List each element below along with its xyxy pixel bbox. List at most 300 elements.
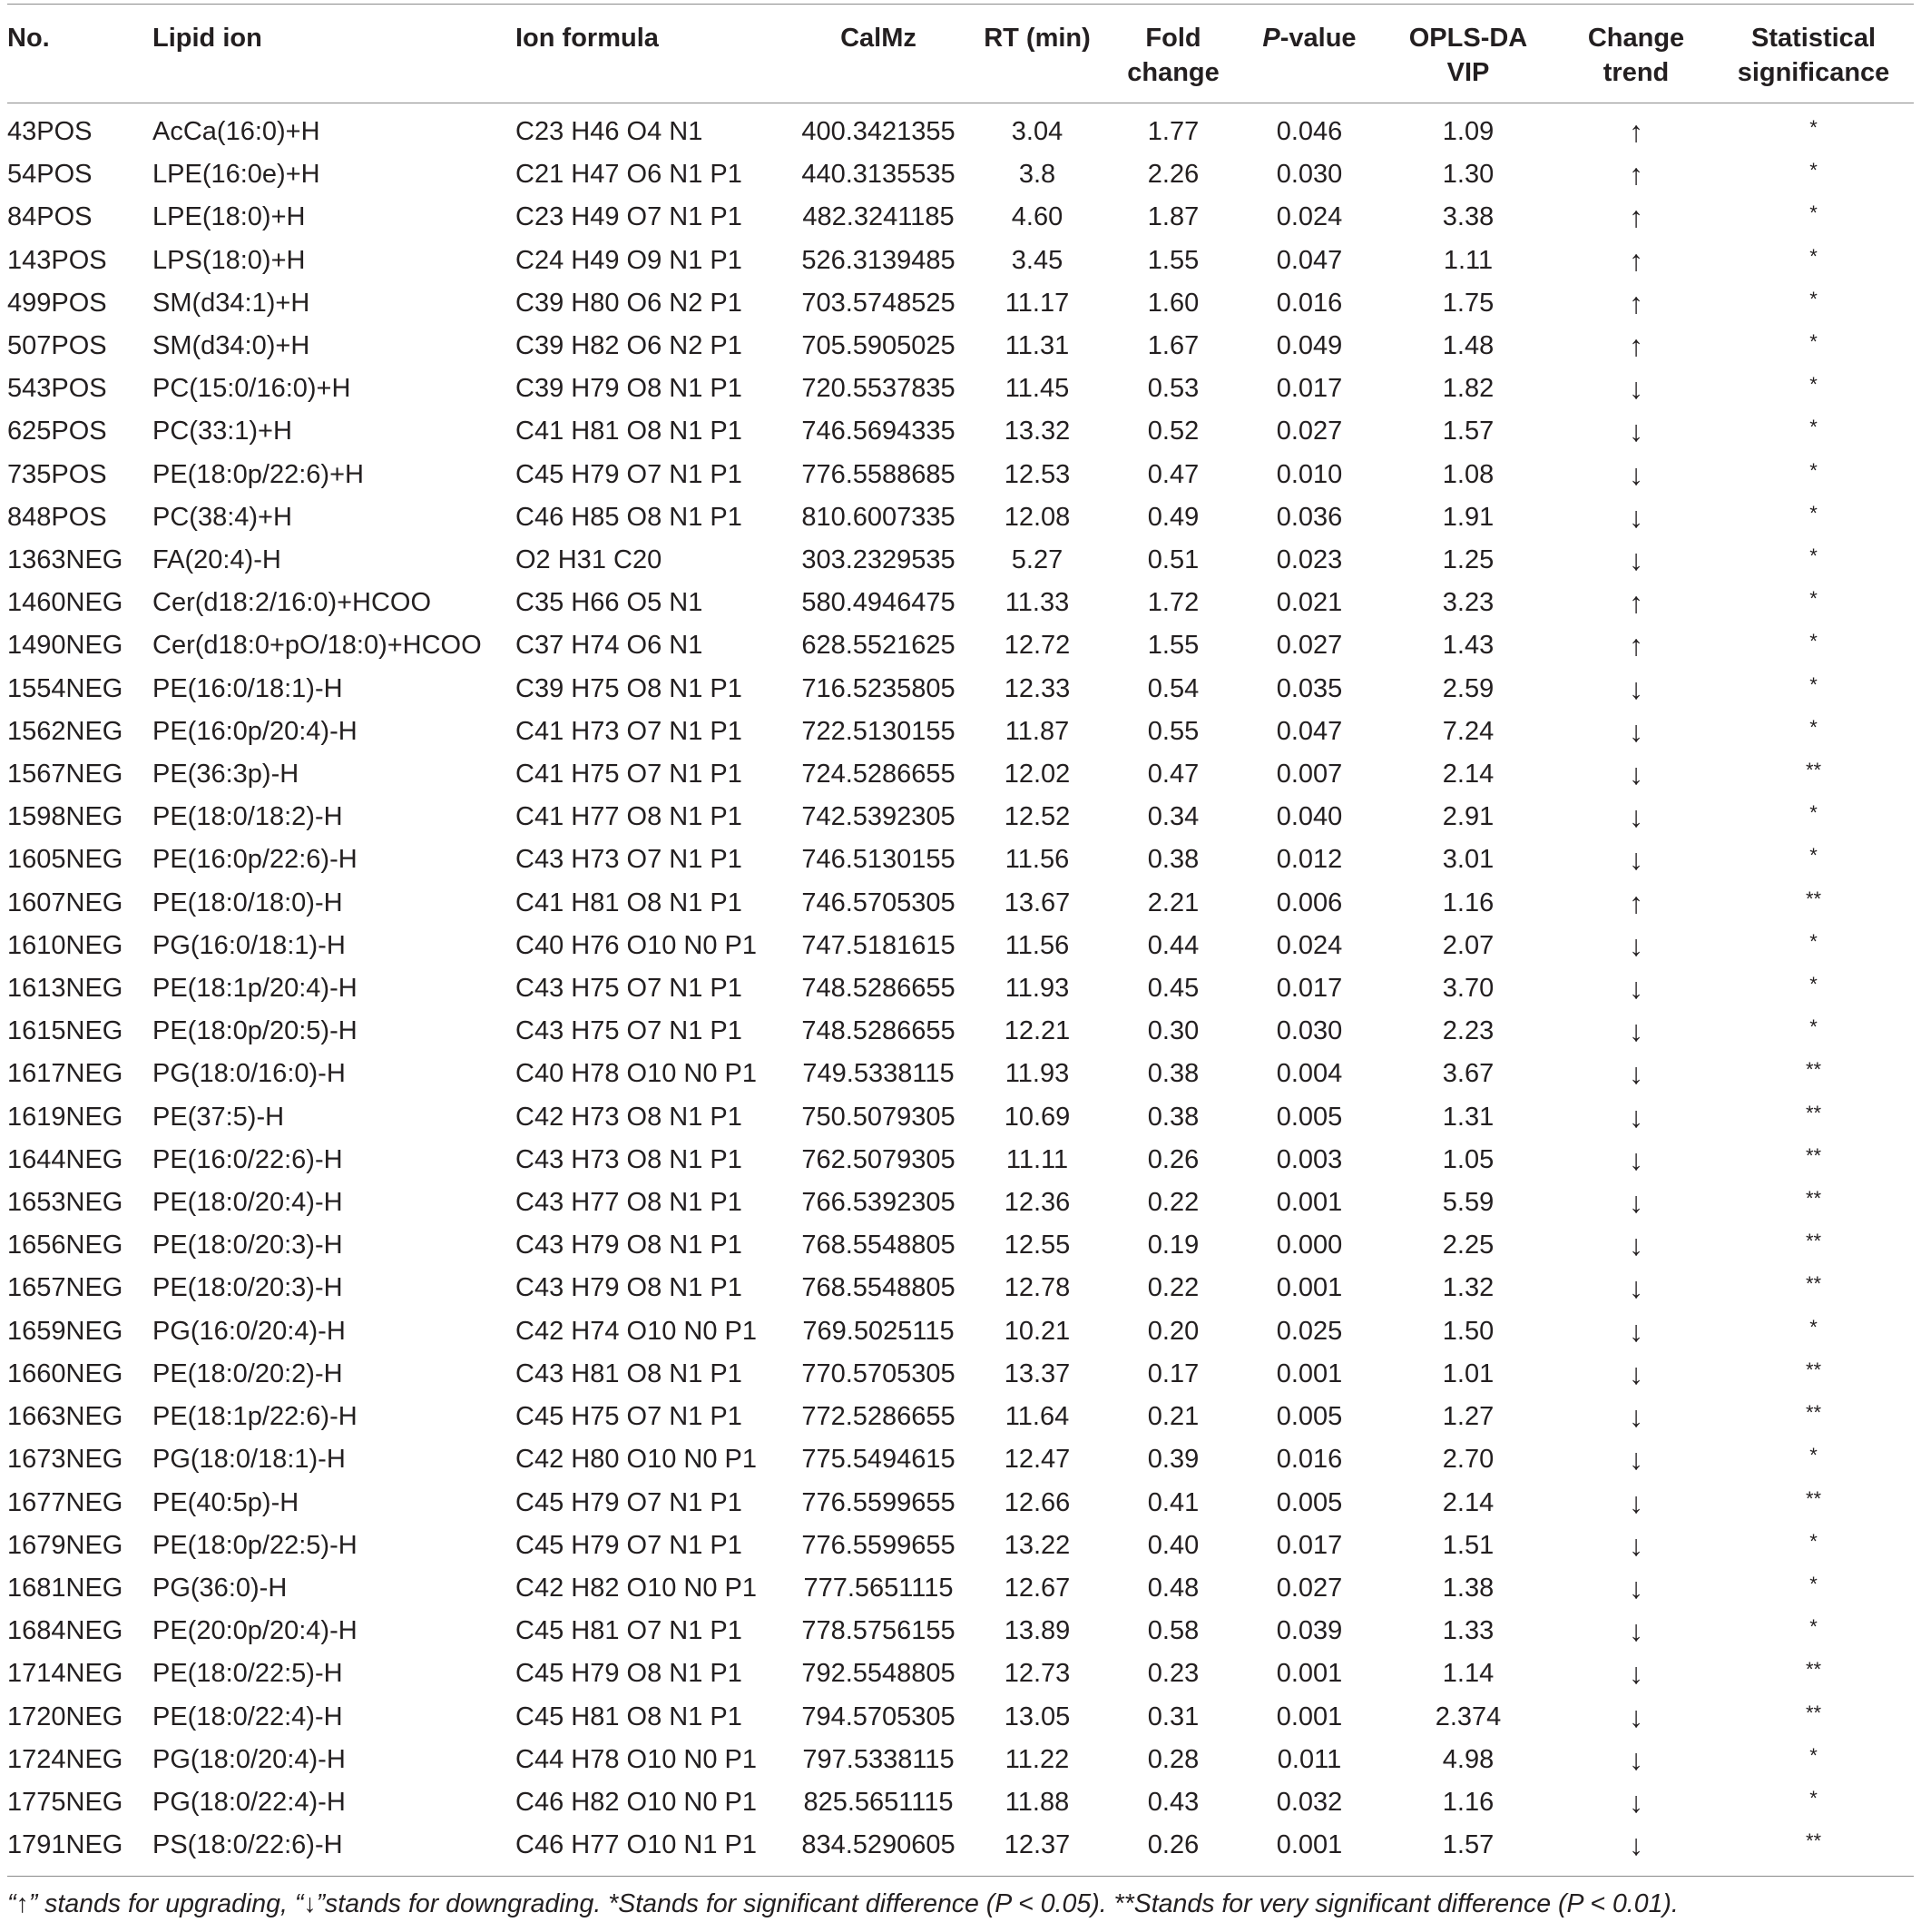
cell-p-value: 0.001: [1276, 1358, 1343, 1388]
cell-lipid-ion: PE(18:0/18:0)-H: [152, 888, 343, 917]
header-sig-line2: significance: [1737, 58, 1890, 87]
cell-p-value: 0.003: [1276, 1144, 1343, 1174]
significance-stars: *: [1809, 672, 1818, 696]
cell-calmz: 628.5521625: [801, 631, 956, 661]
cell-ion-formula: C39 H79 O8 N1 P1: [515, 374, 742, 404]
cell-change-trend: ↓: [1629, 1015, 1643, 1048]
cell-significance: [1713, 282, 1914, 325]
cell-no: 1724NEG: [7, 1744, 123, 1774]
cell-change-trend: ↓: [1629, 1614, 1643, 1648]
header-p-value: [1241, 5, 1377, 103]
cell-lipid-ion: PG(18:0/20:4)-H: [152, 1744, 346, 1774]
cell-no: 1656NEG: [7, 1231, 123, 1260]
significance-stars: *: [1809, 801, 1818, 825]
table-row: [7, 839, 1914, 881]
cell-calmz: 772.5286655: [801, 1402, 956, 1432]
cell-fold-change: 1.77: [1147, 117, 1200, 146]
cell-ion-formula: C46 H85 O8 N1 P1: [515, 502, 742, 532]
cell-vip: 3.23: [1442, 588, 1495, 618]
cell-change-trend: ↓: [1629, 758, 1643, 791]
cell-vip: 1.27: [1442, 1402, 1495, 1432]
significance-stars: **: [1805, 1101, 1822, 1124]
cell-rt: 11.22: [1005, 1744, 1070, 1774]
cell-lipid-ion: PE(18:0/20:3)-H: [152, 1231, 343, 1260]
cell-significance: [1713, 668, 1914, 711]
cell-vip: 2.23: [1442, 1016, 1495, 1046]
table-row: [7, 410, 1914, 453]
cell-lipid-ion: PE(18:0p/22:6)+H: [152, 459, 364, 489]
cell-ion-formula: C42 H80 O10 N0 P1: [515, 1445, 757, 1475]
header-trend-line2: trend: [1602, 58, 1670, 87]
cell-fold-change: 1.72: [1147, 588, 1200, 618]
cell-no: 43POS: [7, 117, 93, 146]
cell-ion-formula: C45 H79 O8 N1 P1: [515, 1659, 742, 1689]
table-row: [7, 1267, 1914, 1309]
cell-calmz: 797.5338115: [802, 1744, 955, 1774]
significance-stars: *: [1809, 973, 1818, 996]
significance-stars: **: [1805, 1272, 1822, 1296]
significance-stars: **: [1805, 1358, 1822, 1381]
cell-ion-formula: C45 H81 O7 N1 P1: [515, 1616, 742, 1646]
table-row: [7, 1482, 1914, 1525]
cell-change-trend: ↓: [1629, 672, 1643, 705]
significance-stars: *: [1809, 287, 1818, 310]
cell-vip: 2.59: [1442, 673, 1495, 703]
cell-change-trend: ↑: [1629, 329, 1643, 363]
cell-rt: 10.69: [1004, 1102, 1071, 1132]
cell-ion-formula: C43 H77 O8 N1 P1: [515, 1188, 742, 1218]
table-row: [7, 925, 1914, 967]
cell-p-value: 0.046: [1276, 117, 1343, 146]
significance-stars: *: [1809, 116, 1818, 139]
cell-fold-change: 0.19: [1147, 1231, 1200, 1260]
cell-vip: 1.01: [1442, 1358, 1495, 1388]
cell-no: 1653NEG: [7, 1188, 123, 1218]
cell-significance: [1713, 1482, 1914, 1525]
cell-ion-formula: C41 H75 O7 N1 P1: [515, 760, 742, 789]
cell-lipid-ion: PE(18:0p/22:5)-H: [152, 1530, 358, 1560]
header-vip-line2: VIP: [1446, 58, 1490, 87]
cell-calmz: 526.3139485: [801, 245, 956, 275]
cell-significance: [1713, 1610, 1914, 1652]
significance-stars: *: [1809, 1743, 1818, 1767]
cell-fold-change: 0.40: [1147, 1530, 1200, 1560]
cell-rt: 12.67: [1004, 1573, 1071, 1603]
cell-ion-formula: C45 H79 O7 N1 P1: [515, 459, 742, 489]
cell-significance: [1713, 1053, 1914, 1095]
cell-p-value: 0.027: [1276, 1573, 1343, 1603]
cell-no: 1657NEG: [7, 1273, 123, 1303]
cell-p-value: 0.027: [1276, 631, 1343, 661]
cell-no: 1490NEG: [7, 631, 123, 661]
cell-ion-formula: C43 H79 O8 N1 P1: [515, 1231, 742, 1260]
cell-fold-change: 0.26: [1147, 1144, 1200, 1174]
cell-calmz: 747.5181615: [801, 930, 956, 960]
cell-rt: 11.64: [1005, 1402, 1070, 1432]
cell-ion-formula: C39 H80 O6 N2 P1: [515, 288, 742, 318]
cell-vip: 2.14: [1442, 1487, 1495, 1517]
cell-rt: 12.21: [1004, 1016, 1071, 1046]
cell-significance: [1713, 1525, 1914, 1567]
significance-stars: **: [1805, 1143, 1822, 1167]
table-row: [7, 1310, 1914, 1353]
significance-stars: *: [1809, 201, 1818, 225]
cell-calmz: 716.5235805: [801, 673, 956, 703]
cell-ion-formula: C40 H76 O10 N0 P1: [515, 930, 757, 960]
significance-stars: *: [1809, 244, 1818, 268]
cell-fold-change: 2.26: [1147, 160, 1200, 190]
significance-stars: *: [1809, 330, 1818, 354]
cell-rt: 3.8: [1018, 160, 1056, 190]
cell-p-value: 0.024: [1276, 930, 1343, 960]
significance-stars: **: [1805, 1187, 1822, 1211]
cell-p-value: 0.010: [1276, 459, 1343, 489]
cell-ion-formula: C43 H79 O8 N1 P1: [515, 1273, 742, 1303]
cell-calmz: 400.3421355: [801, 117, 956, 146]
cell-lipid-ion: PE(16:0/22:6)-H: [152, 1144, 343, 1174]
table-row: [7, 282, 1914, 325]
cell-change-trend: ↑: [1629, 629, 1643, 662]
cell-rt: 12.47: [1004, 1445, 1071, 1475]
cell-lipid-ion: PE(18:0/20:4)-H: [152, 1188, 343, 1218]
header-p-italic: P: [1262, 24, 1280, 53]
significance-stars: *: [1809, 458, 1818, 482]
cell-calmz: 770.5705305: [801, 1358, 956, 1388]
cell-lipid-ion: LPE(18:0)+H: [152, 202, 306, 232]
cell-lipid-ion: Cer(d18:2/16:0)+HCOO: [152, 588, 432, 618]
cell-vip: 3.67: [1442, 1059, 1495, 1089]
cell-significance: [1713, 454, 1914, 496]
cell-change-trend: ↓: [1629, 843, 1643, 877]
cell-calmz: 748.5286655: [801, 1016, 956, 1046]
cell-significance: [1713, 1096, 1914, 1139]
cell-change-trend: ↑: [1629, 243, 1643, 277]
cell-fold-change: 0.21: [1147, 1402, 1200, 1432]
cell-change-trend: ↓: [1629, 1657, 1643, 1691]
cell-change-trend: ↓: [1629, 1700, 1643, 1733]
cell-rt: 12.37: [969, 1824, 1105, 1877]
cell-calmz: 775.5494615: [801, 1445, 956, 1475]
cell-significance: [1713, 624, 1914, 667]
table-row: [7, 882, 1914, 925]
cell-ion-formula: C39 H75 O8 N1 P1: [515, 673, 742, 703]
table-row: [7, 1224, 1914, 1267]
cell-rt: 11.93: [1005, 974, 1070, 1004]
cell-rt: 3.04: [1011, 117, 1063, 146]
cell-significance: [1713, 368, 1914, 410]
significance-stars: **: [1805, 887, 1822, 910]
cell-significance: [1713, 1781, 1914, 1824]
cell-p-value: 0.004: [1276, 1059, 1343, 1089]
cell-fold-change: 0.49: [1147, 502, 1200, 532]
cell-no: 1598NEG: [7, 802, 123, 832]
header-vip-line1: OPLS-DA: [1408, 24, 1528, 53]
cell-rt: 12.36: [1004, 1188, 1071, 1218]
cell-significance: [1713, 1224, 1914, 1267]
cell-no: 1679NEG: [7, 1530, 123, 1560]
cell-p-value: 0.000: [1276, 1231, 1343, 1260]
cell-fold-change: 2.21: [1147, 888, 1200, 917]
cell-ion-formula: C42 H82 O10 N0 P1: [515, 1573, 757, 1603]
cell-change-trend: ↓: [1629, 1314, 1643, 1348]
cell-change-trend: ↓: [1629, 1443, 1643, 1476]
cell-change-trend: ↓: [1629, 457, 1643, 491]
cell-vip: 1.91: [1442, 502, 1495, 532]
cell-no: 1714NEG: [7, 1659, 123, 1689]
cell-calmz: 303.2329535: [801, 545, 956, 575]
cell-calmz: 792.5548805: [801, 1659, 956, 1689]
cell-p-value: 0.027: [1276, 417, 1343, 446]
cell-change-trend: ↓: [1629, 500, 1643, 534]
cell-fold-change: 0.53: [1147, 374, 1200, 404]
cell-change-trend: ↓: [1629, 544, 1643, 577]
cell-change-trend: ↓: [1629, 1229, 1643, 1262]
cell-vip: 7.24: [1442, 716, 1495, 746]
significance-stars: **: [1805, 1658, 1822, 1682]
cell-rt: 11.93: [1005, 1059, 1070, 1089]
cell-rt: 12.52: [1004, 802, 1071, 832]
cell-ion-formula: C43 H75 O7 N1 P1: [515, 1016, 742, 1046]
cell-change-trend: ↓: [1629, 714, 1643, 748]
cell-p-value: 0.039: [1276, 1616, 1343, 1646]
cell-p-value: 0.017: [1276, 974, 1343, 1004]
header-opls-da-vip: [1377, 5, 1559, 103]
cell-calmz: 746.5130155: [801, 845, 956, 875]
cell-no: 1615NEG: [7, 1016, 123, 1046]
cell-no: 1673NEG: [7, 1445, 123, 1475]
cell-fold-change: 1.55: [1147, 245, 1200, 275]
cell-rt: 12.66: [1004, 1487, 1071, 1517]
cell-ion-formula: C44 H78 O10 N0 P1: [515, 1744, 757, 1774]
cell-change-trend: ↓: [1629, 415, 1643, 448]
table-row: [7, 1010, 1914, 1053]
table-row: [7, 1567, 1914, 1610]
cell-calmz: 742.5392305: [801, 802, 956, 832]
significance-stars: *: [1809, 416, 1818, 439]
cell-no: 1567NEG: [7, 760, 123, 789]
cell-no: 1607NEG: [7, 888, 123, 917]
cell-rt: 11.17: [1005, 288, 1070, 318]
cell-vip: 2.07: [1442, 930, 1495, 960]
cell-lipid-ion: PE(18:0/20:3)-H: [152, 1273, 343, 1303]
cell-rt: 13.22: [1004, 1530, 1071, 1560]
cell-vip: 2.14: [1442, 760, 1495, 789]
significance-stars: **: [1805, 1058, 1822, 1082]
cell-p-value: 0.001: [1276, 1659, 1343, 1689]
cell-vip: 1.25: [1442, 545, 1495, 575]
cell-vip: 1.43: [1442, 631, 1495, 661]
cell-no: 1659NEG: [7, 1316, 123, 1346]
header-statistical-significance: [1713, 5, 1914, 103]
cell-ion-formula: C43 H73 O7 N1 P1: [515, 845, 742, 875]
cell-significance: [1713, 410, 1914, 453]
cell-fold-change: 0.55: [1147, 716, 1200, 746]
cell-significance: [1713, 1010, 1914, 1053]
cell-calmz: 777.5651115: [803, 1573, 954, 1603]
cell-fold-change: 0.38: [1147, 1102, 1200, 1132]
cell-p-value: 0.040: [1276, 802, 1343, 832]
cell-lipid-ion: PE(16:0p/22:6)-H: [152, 845, 358, 875]
cell-vip: 1.30: [1442, 160, 1495, 190]
header-no: No.: [7, 5, 152, 103]
header-lipid-ion: Lipid ion: [152, 5, 515, 103]
cell-p-value: 0.035: [1276, 673, 1343, 703]
cell-ion-formula: C41 H81 O8 N1 P1: [515, 417, 742, 446]
cell-change-trend: ↓: [1629, 972, 1643, 1005]
cell-no: 143POS: [7, 245, 107, 275]
table-row: [7, 153, 1914, 196]
cell-significance: [1713, 496, 1914, 539]
cell-p-value: 0.005: [1276, 1402, 1343, 1432]
table-row: [7, 325, 1914, 368]
cell-significance: [1713, 753, 1914, 796]
cell-rt: 12.33: [1004, 673, 1071, 703]
cell-calmz: 720.5537835: [801, 374, 956, 404]
cell-ion-formula: C46 H77 O10 N1 P1: [515, 1824, 788, 1877]
significance-stars: *: [1809, 1572, 1818, 1595]
cell-significance: [1713, 1696, 1914, 1739]
cell-vip: 1.11: [1443, 245, 1494, 275]
cell-calmz: 750.5079305: [801, 1102, 956, 1132]
significance-stars: **: [1805, 1401, 1822, 1425]
cell-rt: 11.56: [1005, 930, 1070, 960]
cell-no: 1619NEG: [7, 1102, 123, 1132]
cell-no: 84POS: [7, 202, 93, 232]
cell-fold-change: 0.47: [1147, 459, 1200, 489]
cell-significance: [1713, 882, 1914, 925]
cell-rt: 11.33: [1005, 588, 1070, 618]
header-calmz: CalMz: [788, 5, 969, 103]
cell-lipid-ion: PE(18:0/22:5)-H: [152, 1659, 343, 1689]
table-row: [7, 1610, 1914, 1652]
cell-significance: [1713, 582, 1914, 624]
cell-no: 1644NEG: [7, 1144, 123, 1174]
cell-p-value: 0.032: [1276, 1787, 1343, 1817]
cell-vip: 1.57: [1377, 1824, 1559, 1877]
cell-calmz: 769.5025115: [802, 1316, 955, 1346]
cell-change-trend: ↑: [1629, 286, 1643, 319]
cell-significance: [1713, 1396, 1914, 1438]
cell-significance: [1713, 1310, 1914, 1353]
cell-ion-formula: C23 H49 O7 N1 P1: [515, 202, 742, 232]
cell-change-trend: ↑: [1629, 586, 1643, 620]
cell-fold-change: 0.30: [1147, 1016, 1200, 1046]
cell-p-value: 0.021: [1276, 588, 1343, 618]
cell-p-value: 0.025: [1276, 1316, 1343, 1346]
cell-change-trend: ↓: [1629, 1528, 1643, 1562]
cell-ion-formula: C42 H74 O10 N0 P1: [515, 1316, 757, 1346]
cell-change-trend: ↓: [1629, 928, 1643, 962]
cell-ion-formula: C45 H79 O7 N1 P1: [515, 1487, 742, 1517]
cell-fold-change: 0.38: [1147, 845, 1200, 875]
cell-significance: [1713, 1739, 1914, 1781]
table-row: [7, 1438, 1914, 1481]
cell-significance: [1713, 1567, 1914, 1610]
cell-lipid-ion: SM(d34:0)+H: [152, 331, 310, 361]
cell-lipid-ion: PE(18:0p/20:5)-H: [152, 1016, 358, 1046]
table-row: [7, 711, 1914, 753]
header-p-rest: -value: [1279, 24, 1357, 53]
cell-significance: [1713, 711, 1914, 753]
cell-lipid-ion: PE(18:1p/20:4)-H: [152, 974, 358, 1004]
cell-change-trend: ↓: [1629, 1057, 1643, 1091]
cell-rt: 5.27: [1011, 545, 1063, 575]
table-row: [7, 368, 1914, 410]
cell-significance: [1713, 325, 1914, 368]
cell-rt: 13.05: [1004, 1702, 1071, 1731]
significance-stars: *: [1809, 1615, 1818, 1639]
table-row: [7, 624, 1914, 667]
cell-lipid-ion: PG(16:0/20:4)-H: [152, 1316, 346, 1346]
table-row: [7, 796, 1914, 839]
cell-no: 1681NEG: [7, 1573, 123, 1603]
table-row: [7, 1353, 1914, 1396]
cell-vip: 1.50: [1442, 1316, 1495, 1346]
cell-vip: 3.01: [1442, 845, 1495, 875]
cell-p-value: 0.030: [1276, 160, 1343, 190]
cell-no: 1613NEG: [7, 974, 123, 1004]
cell-p-value: 0.006: [1276, 888, 1343, 917]
significance-stars: *: [1809, 929, 1818, 953]
header-sig-line1: Statistical: [1751, 24, 1876, 53]
cell-significance: [1713, 196, 1914, 239]
cell-fold-change: 0.23: [1147, 1659, 1200, 1689]
cell-change-trend: ↑: [1629, 158, 1643, 191]
cell-significance: [1713, 1824, 1914, 1877]
cell-p-value: 0.005: [1276, 1102, 1343, 1132]
cell-fold-change: 0.28: [1147, 1744, 1200, 1774]
table-row: [7, 1781, 1914, 1824]
significance-stars: *: [1809, 630, 1818, 653]
cell-fold-change: 0.22: [1147, 1188, 1200, 1218]
table-row: [7, 668, 1914, 711]
header-trend-line1: Change: [1587, 24, 1685, 53]
cell-significance: [1713, 796, 1914, 839]
table-row: [7, 1053, 1914, 1095]
cell-vip: 1.05: [1442, 1144, 1495, 1174]
cell-rt: 11.87: [1005, 716, 1070, 746]
cell-change-trend: ↓: [1629, 1271, 1643, 1305]
cell-calmz: 722.5130155: [801, 716, 956, 746]
table-row: [7, 1139, 1914, 1182]
cell-vip: 1.82: [1442, 374, 1495, 404]
cell-lipid-ion: PG(18:0/22:4)-H: [152, 1787, 346, 1817]
cell-lipid-ion: PE(16:0/18:1)-H: [152, 673, 343, 703]
table-body: [7, 103, 1914, 1877]
cell-p-value: 0.036: [1276, 502, 1343, 532]
cell-lipid-ion: PC(15:0/16:0)+H: [152, 374, 351, 404]
cell-p-value: 0.030: [1276, 1016, 1343, 1046]
cell-vip: 2.374: [1435, 1702, 1502, 1731]
cell-p-value: 0.001: [1276, 1273, 1343, 1303]
cell-significance: [1713, 1353, 1914, 1396]
cell-vip: 2.91: [1442, 802, 1495, 832]
significance-stars: **: [1805, 1230, 1822, 1253]
cell-vip: 1.75: [1442, 288, 1495, 318]
cell-significance: [1713, 153, 1914, 196]
cell-ion-formula: C37 H74 O6 N1: [515, 631, 703, 661]
cell-fold-change: 0.17: [1147, 1358, 1200, 1388]
cell-lipid-ion: AcCa(16:0)+H: [152, 117, 320, 146]
header-row: [7, 5, 1914, 103]
significance-stars: *: [1809, 1529, 1818, 1553]
cell-ion-formula: C24 H49 O9 N1 P1: [515, 245, 742, 275]
cell-change-trend: ↓: [1629, 372, 1643, 406]
cell-vip: 1.08: [1442, 459, 1495, 489]
table-row: [7, 496, 1914, 539]
cell-fold-change: 1.55: [1147, 631, 1200, 661]
table-header: [7, 5, 1914, 103]
